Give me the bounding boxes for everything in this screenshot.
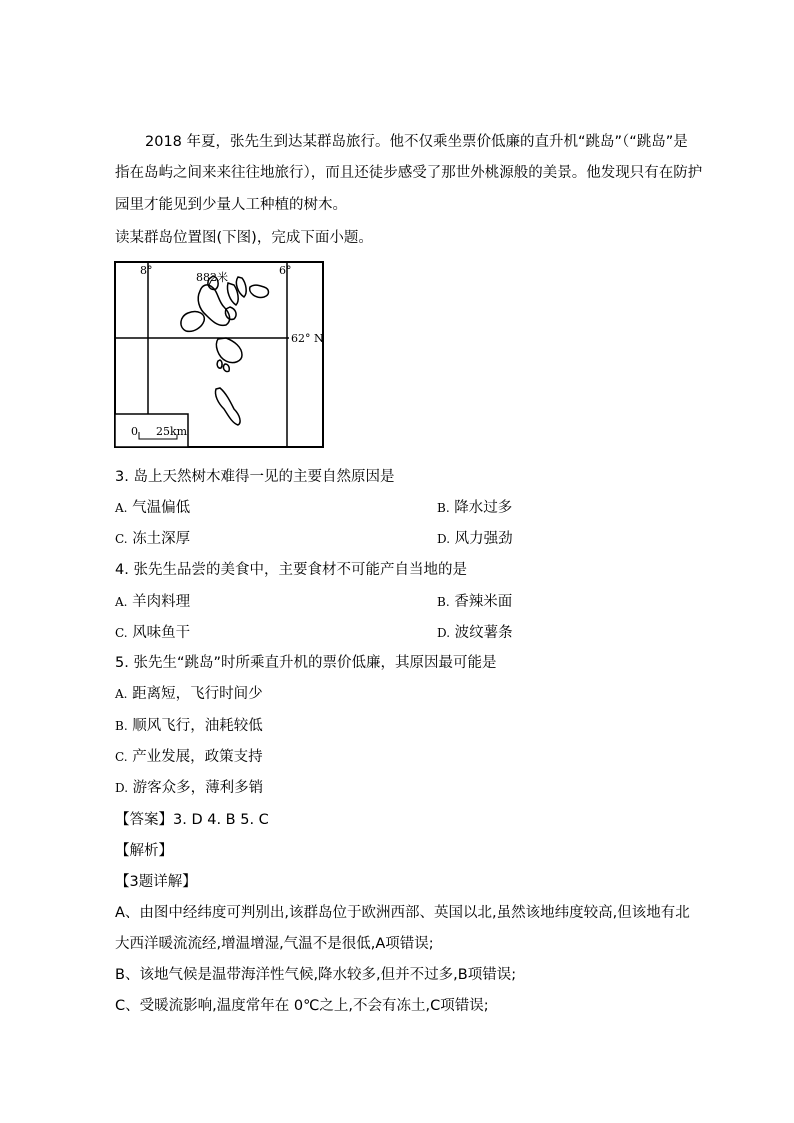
answer-line: 【答案】3. D 4. B 5. C [115, 812, 269, 828]
longitude-label-6: 6° [279, 264, 292, 277]
option-letter: B. [437, 501, 450, 515]
q4-option-d [437, 623, 513, 643]
q3-option-c [115, 529, 190, 549]
longitude-label-8: 8° [140, 264, 153, 277]
option-letter: B. [115, 719, 128, 733]
option-letter: A. [115, 501, 128, 515]
option-letter: D. [115, 781, 129, 795]
detail-a-line-1: A、由图中经纬度可判别出,该群岛位于欧洲西部、英国以北,虽然该地纬度较高,但该地有北 [115, 905, 690, 921]
option-text: 波纹薯条 [454, 625, 513, 641]
option-text: 顺风飞行，油耗较低 [132, 718, 263, 734]
q3-option-a [115, 498, 190, 518]
detail-c-line: C、受暖流影响,温度常年在 0℃之上,不会有冻土,C项错误; [115, 998, 489, 1014]
q5-option-a [115, 684, 263, 704]
option-letter: D. [437, 626, 451, 640]
q4-option-c [115, 623, 190, 643]
map-figure [114, 261, 324, 448]
q4-option-b [437, 592, 512, 612]
q5-stem: 5. 张先生“跳岛”时所乘直升机的票价低廉，其原因最可能是 [115, 655, 497, 671]
q5-option-c [115, 747, 263, 767]
option-text: 风力强劲 [454, 531, 513, 547]
q3-option-b [437, 498, 512, 518]
option-letter: C. [115, 750, 128, 764]
option-text: 游客众多，薄利多销 [132, 780, 264, 796]
q5-option-d [115, 778, 263, 798]
option-letter: D. [437, 532, 451, 546]
intro-line-3: 园里才能见到少量人工种植的树木。 [115, 197, 347, 213]
option-text: 产业发展，政策支持 [132, 749, 263, 765]
intro-line-4: 读某群岛位置图(下图)，完成下面小题。 [115, 230, 373, 246]
q3-stem: 3. 岛上天然树木难得一见的主要自然原因是 [115, 469, 395, 485]
intro-line-1: 2018 年夏，张先生到达某群岛旅行。他不仅乘坐票价低廉的直升机“跳岛”（“跳岛”是 [145, 134, 688, 150]
option-letter: A. [115, 595, 128, 609]
q3-option-d [437, 529, 513, 549]
detail-b-line: B、该地气候是温带海洋性气候,降水较多,但并不过多,B项错误; [115, 967, 517, 983]
latitude-label: 62° N [291, 332, 324, 345]
q4-option-a [115, 592, 190, 612]
option-text: 距离短，飞行时间少 [132, 686, 263, 702]
option-letter: B. [437, 595, 450, 609]
detail-a-line-2: 大西洋暖流流经,增温增湿,气温不是很低,A项错误; [115, 936, 434, 952]
option-text: 气温偏低 [132, 500, 191, 516]
option-text: 冻土深厚 [132, 531, 191, 547]
island-location-map [114, 261, 324, 448]
scale-km: 25km [156, 425, 188, 438]
option-letter: A. [115, 687, 128, 701]
elevation-label: 882米 [196, 271, 228, 284]
option-letter: C. [115, 532, 128, 546]
option-text: 风味鱼干 [132, 625, 191, 641]
option-text: 香辣米面 [454, 594, 513, 610]
intro-line-2: 指在岛屿之间来来往往地旅行），而且还徒步感受了那世外桃源般的美景。他发现只有在防护 [115, 165, 703, 181]
scale-zero: 0 [131, 425, 138, 438]
option-text: 羊肉料理 [132, 594, 191, 610]
q4-stem: 4. 张先生品尝的美食中，主要食材不可能产自当地的是 [115, 562, 467, 578]
option-text: 降水过多 [454, 500, 513, 516]
option-letter: C. [115, 626, 128, 640]
q5-option-b [115, 716, 263, 736]
detail-header: 【3题详解】 [115, 874, 197, 890]
analysis-header: 【解析】 [115, 843, 173, 859]
